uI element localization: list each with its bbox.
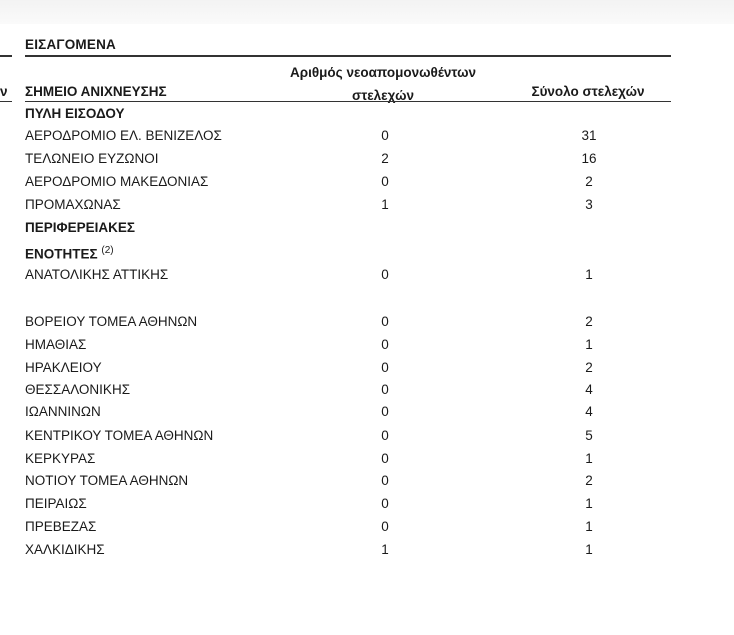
footnote-marker: (2) bbox=[101, 245, 114, 256]
cell-location: ΗΜΑΘΙΑΣ bbox=[25, 337, 87, 352]
cell-total: 1 bbox=[585, 267, 593, 282]
cell-total: 1 bbox=[585, 451, 593, 466]
header-location: ΣΗΜΕΙΟ ΑΝΙΧΝΕΥΣΗΣ bbox=[25, 84, 167, 99]
table-row bbox=[25, 148, 671, 170]
cell-location: ΒΟΡΕΙΟΥ ΤΟΜΕΑ ΑΘΗΝΩΝ bbox=[25, 314, 198, 329]
cell-new-isolated: 1 bbox=[381, 197, 389, 212]
table-row bbox=[25, 470, 671, 492]
table-row bbox=[25, 448, 671, 470]
table-row bbox=[25, 171, 671, 193]
table-row bbox=[25, 401, 671, 423]
cell-location: ΑΕΡΟΔΡΟΜΙΟ ΜΑΚΕΔΟΝΙΑΣ bbox=[25, 174, 209, 189]
header-new-isolated-line1: Αριθμός νεοαπομονωθέντων bbox=[290, 65, 476, 80]
cell-new-isolated: 0 bbox=[381, 473, 389, 488]
table-top-rule bbox=[25, 55, 671, 57]
cell-new-isolated: 0 bbox=[381, 428, 389, 443]
group-regional-line2-text: ΕΝΟΤΗΤΕΣ bbox=[25, 246, 98, 262]
table-row bbox=[25, 311, 671, 333]
cell-new-isolated: 0 bbox=[381, 519, 389, 534]
left-stub-rule-lower bbox=[0, 101, 12, 102]
cell-location: ΙΩΑΝΝΙΝΩΝ bbox=[25, 404, 101, 419]
table-row bbox=[25, 125, 671, 147]
cell-total: 3 bbox=[585, 197, 593, 212]
left-stub-rule bbox=[0, 55, 12, 57]
cell-location: ΠΡΟΜΑΧΩΝΑΣ bbox=[25, 197, 121, 212]
table-row bbox=[25, 334, 671, 356]
table-row bbox=[25, 516, 671, 538]
cell-new-isolated: 1 bbox=[381, 542, 389, 557]
left-stub-text: ν bbox=[0, 84, 8, 99]
cell-location: ΗΡΑΚΛΕΙΟΥ bbox=[25, 360, 102, 375]
cell-total: 1 bbox=[585, 496, 593, 511]
cell-location: ΑΕΡΟΔΡΟΜΙΟ ΕΛ. ΒΕΝΙΖΕΛΟΣ bbox=[25, 128, 222, 143]
cell-location: ΤΕΛΩΝΕΙΟ ΕΥΖΩΝΟΙ bbox=[25, 151, 159, 166]
cell-location: ΚΕΝΤΡΙΚΟΥ ΤΟΜΕΑ ΑΘΗΝΩΝ bbox=[25, 428, 214, 443]
cell-location: ΑΝΑΤΟΛΙΚΗΣ ΑΤΤΙΚΗΣ bbox=[25, 267, 169, 282]
cell-total: 4 bbox=[585, 382, 593, 397]
table-row bbox=[25, 425, 671, 447]
cell-location: ΠΡΕΒΕΖΑΣ bbox=[25, 519, 97, 534]
cell-total: 1 bbox=[585, 519, 593, 534]
cell-total: 1 bbox=[585, 542, 593, 557]
cell-new-isolated: 2 bbox=[381, 151, 389, 166]
cell-location: ΧΑΛΚΙΔΙΚΗΣ bbox=[25, 542, 105, 557]
table-row bbox=[25, 357, 671, 379]
cell-new-isolated: 0 bbox=[381, 337, 389, 352]
cell-total: 16 bbox=[581, 151, 597, 166]
cell-new-isolated: 0 bbox=[381, 404, 389, 419]
cell-new-isolated: 0 bbox=[381, 128, 389, 143]
cell-total: 5 bbox=[585, 428, 593, 443]
cell-new-isolated: 0 bbox=[381, 267, 389, 282]
table-row bbox=[25, 194, 671, 216]
group-entry-gate: ΠΥΛΗ ΕΙΣΟΔΟΥ bbox=[25, 106, 125, 121]
cell-new-isolated: 0 bbox=[381, 314, 389, 329]
header-total: Σύνολο στελεχών bbox=[531, 84, 645, 99]
cell-new-isolated: 0 bbox=[381, 496, 389, 511]
top-band bbox=[0, 0, 734, 24]
cell-total: 4 bbox=[585, 404, 593, 419]
cell-new-isolated: 0 bbox=[381, 360, 389, 375]
table-row bbox=[25, 539, 671, 561]
cell-location: ΝΟΤΙΟΥ ΤΟΜΕΑ ΑΘΗΝΩΝ bbox=[25, 473, 189, 488]
group-regional-line1: ΠΕΡΙΦΕΡΕΙΑΚΕΣ bbox=[25, 220, 135, 235]
table-row bbox=[25, 379, 671, 401]
table-row bbox=[25, 493, 671, 515]
cell-location: ΘΕΣΣΑΛΟΝΙΚΗΣ bbox=[25, 382, 131, 397]
cell-new-isolated: 0 bbox=[381, 451, 389, 466]
cell-total: 2 bbox=[585, 473, 593, 488]
group-regional-line2 bbox=[25, 240, 114, 266]
cell-new-isolated: 0 bbox=[381, 382, 389, 397]
cell-total: 1 bbox=[585, 337, 593, 352]
cell-location: ΠΕΙΡΑΙΩΣ bbox=[25, 496, 87, 511]
section-title: ΕΙΣΑΓΟΜΕΝΑ bbox=[25, 37, 116, 52]
cell-location: ΚΕΡΚΥΡΑΣ bbox=[25, 451, 96, 466]
table-row bbox=[25, 264, 671, 286]
cell-total: 2 bbox=[585, 174, 593, 189]
cell-total: 31 bbox=[581, 128, 597, 143]
cell-new-isolated: 0 bbox=[381, 174, 389, 189]
cell-total: 2 bbox=[585, 314, 593, 329]
header-bottom-rule bbox=[25, 101, 671, 102]
cell-total: 2 bbox=[585, 360, 593, 375]
header-new-isolated-line2: στελεχών bbox=[352, 88, 414, 103]
